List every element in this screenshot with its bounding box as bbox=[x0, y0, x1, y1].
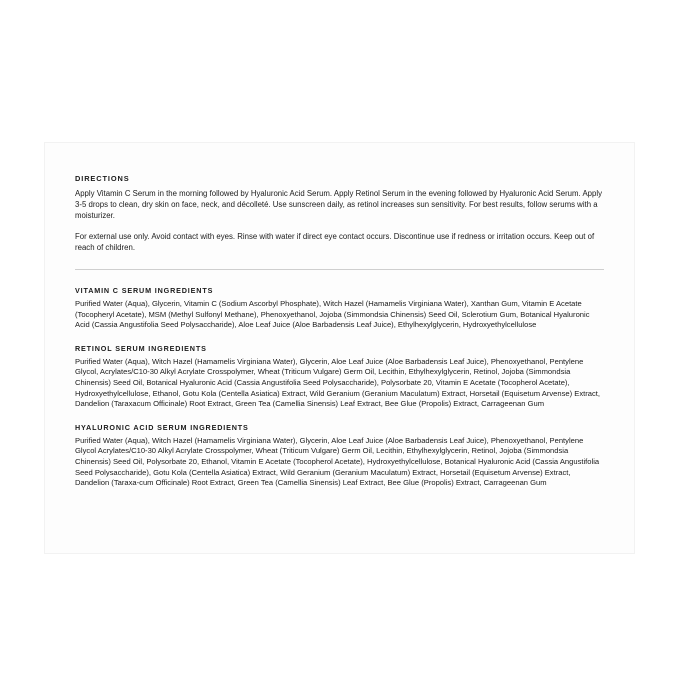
vitamin-c-serum-ingredients-heading: VITAMIN C SERUM INGREDIENTS bbox=[75, 286, 214, 296]
directions-heading: DIRECTIONS bbox=[75, 174, 130, 183]
retinol-serum-ingredients-heading: RETINOL SERUM INGREDIENTS bbox=[75, 343, 207, 353]
section-divider bbox=[75, 269, 604, 270]
hyaluronic-acid-serum-ingredients-block bbox=[75, 423, 604, 489]
ingredients-section bbox=[75, 286, 604, 489]
product-label-card bbox=[45, 143, 634, 553]
directions-paragraph-2: For external use only. Avoid contact with eyes. Rinse with water if direct eye contact occurs. Discontinue use if redness or irritation occurs. Keep out of reach of children. bbox=[75, 231, 595, 252]
retinol-serum-ingredients-text: Purified Water (Aqua), Witch Hazel (Hamamelis Virginiana Water), Glycerin, Aloe Leaf Juice (Aloe Barbadensis Leaf Juice), Phenoxyethanol, Pentylene Glycol, Acrylates/C10-30 Alkyl Acrylate Crosspolymer, Wheat (Triticum Vulgare) Germ Oil, Lecithin, Ethylhexylglycerin, Retinol, Jojoba (Simmondsia Chinensis) Seed Oil, Botanical Hyaluronic Acid (Cassia Angustifolia Seed Polysaccharide), Polysorbate 20, Vitamin E Acetate (Tocopherol Acetate), Hydroxyethylcellulose, Ethanol, Gotu Kola (Centella Asiatica) Extract, Wild Geranium (Geranium Maculatum) Extract, Horsetail (Equisetum Arvense) Extract, Dandelion (Taraxacum Officinale) Root Extract, Green Tea (Camellia Sinensis) Leaf Extract, Bee Glue (Propolis) Extract, Carrageenan Gum bbox=[75, 356, 601, 409]
hyaluronic-acid-serum-ingredients-text: Purified Water (Aqua), Witch Hazel (Hamamelis Virginiana Water), Glycerin, Aloe Leaf Juice (Aloe Barbadensis Leaf Juice), Phenoxyethanol, Pentylene Glycol Acrylates/C10-30 Alkyl Acrylate Crosspolymer, Wheat (Triticum Vulgare) Germ Oil, Lecithin, Ethylhexylglycerin, Retinol, Jojoba (Simmondsia Chinensis) Seed Oil, Polysorbate 20, Ethanol, Vitamin E Acetate (Tocopherol Acetate), Hydroxyethylcellulose, Botanical Hyaluronic Acid (Cassia Angustifolia Seed Polysaccharide), Gotu Kola (Centella Asiatica) Extract, Wild Geranium (Geranium Maculatum) Extract, Horsetail (Equisetum Arvense) Extract, Dandelion (Taraxa-cum Officinale) Root Extract, Green Tea (Camellia Sinensis) Leaf Extract, Bee Glue (Propolis) Extract, Carrageenan Gum bbox=[75, 435, 600, 488]
hyaluronic-acid-serum-ingredients-heading: HYALURONIC ACID SERUM INGREDIENTS bbox=[75, 422, 249, 432]
retinol-serum-ingredients-block bbox=[75, 344, 604, 410]
directions-paragraph-1: Apply Vitamin C Serum in the morning followed by Hyaluronic Acid Serum. Apply Retinol Serum in the evening followed by Hyaluronic Acid Serum. Apply 3-5 drops to clean, dry skin on face, neck, and décolleté. Use sunscreen daily, as retinol increases sun sensitivity. For best results, follow serums with a moisturizer. bbox=[75, 189, 603, 221]
vitamin-c-serum-ingredients-block bbox=[75, 286, 604, 331]
label-content bbox=[75, 174, 604, 489]
directions-section bbox=[75, 174, 604, 253]
vitamin-c-serum-ingredients-text: Purified Water (Aqua), Glycerin, Vitamin C (Sodium Ascorbyl Phosphate), Witch Hazel (Hamamelis Virginiana Water), Xanthan Gum, Vitamin E Acetate (Tocopheryl Acetate), MSM (Methyl Sulfonyl Methane), Phenoxyethanol, Jojoba (Simmondsia Chinensis) Seed Oil, Sclerotium Gum, Botanical Hyaluronic Acid (Cassia Angustifolia Seed Polysaccharide), Aloe Leaf Juice (Aloe Barbadensis Leaf Juice), Ethylhexylglycerin, Hydroxyethylcellulose bbox=[75, 299, 590, 330]
